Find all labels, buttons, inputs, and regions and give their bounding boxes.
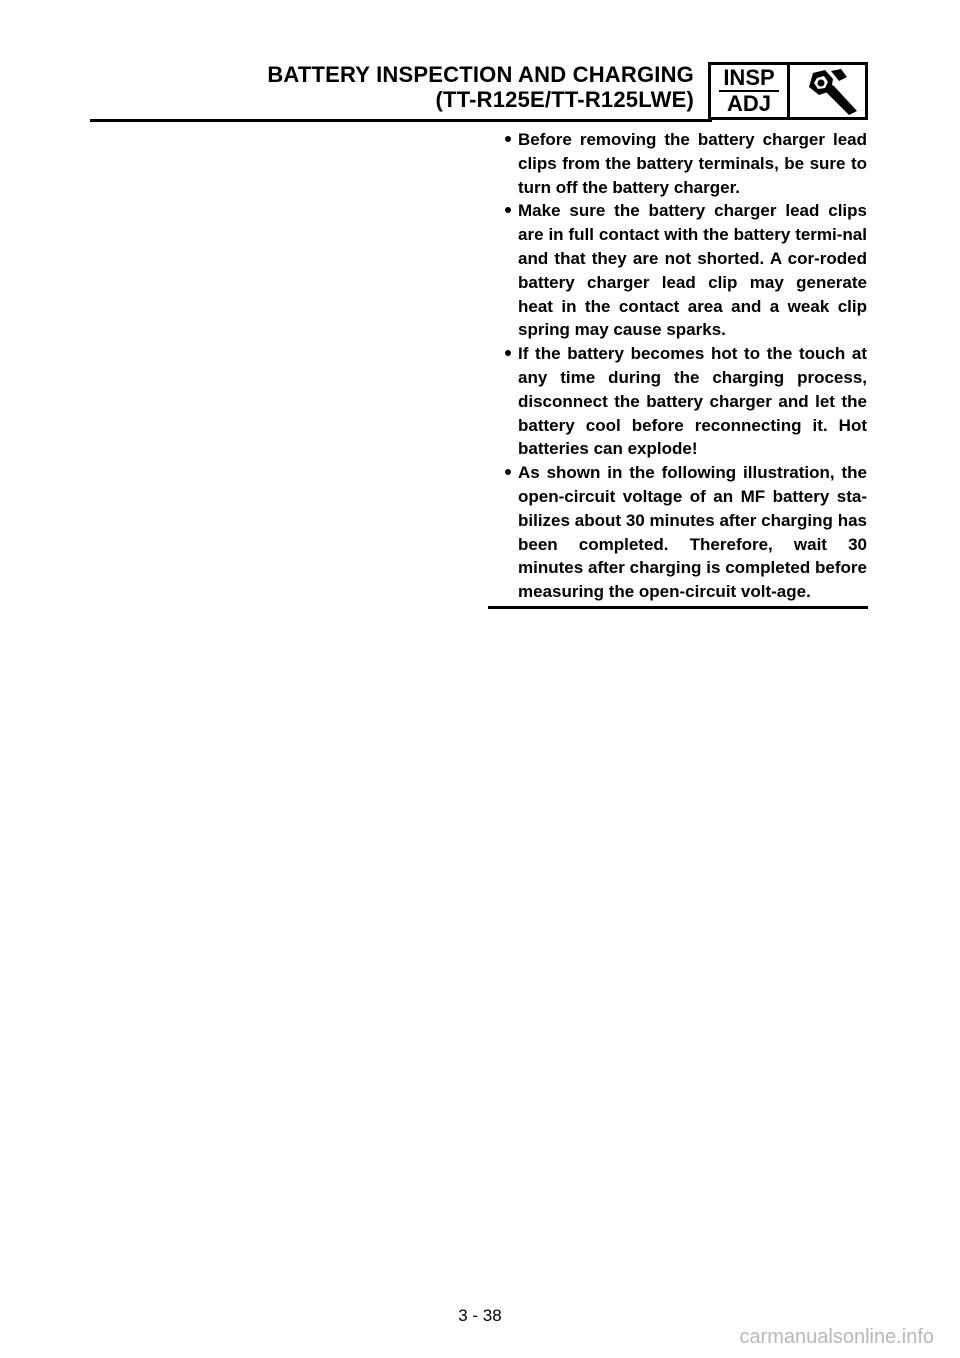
notes-list [497, 128, 867, 604]
note-text: If the battery becomes hot to the touch at any time during the charging process, disconnect the battery charger and let the battery cool before reconnecting it. Hot batteries can explode! [518, 344, 867, 459]
wrench-nut-icon [790, 65, 865, 117]
list-item [497, 461, 867, 604]
title-line-1: BATTERY INSPECTION AND CHARGING [267, 62, 694, 87]
list-item [497, 128, 867, 199]
note-text: Before removing the battery charger lead clips from the battery terminals, be sure to turn off the battery charger. [518, 130, 867, 197]
bullet-icon [505, 207, 511, 213]
badge-top-text: INSP [719, 66, 778, 92]
page-number: 3 - 38 [458, 1306, 502, 1325]
watermark: carmanualsonline.info [739, 1326, 934, 1348]
list-item [497, 199, 867, 342]
note-text: As shown in the following illustration, the open-circuit voltage of an MF battery sta-bilizes about 30 minutes after charging has been completed. Therefore, wait 30 minutes after charging is completed before measuring the open-circuit volt-age. [518, 463, 867, 602]
section-badge [708, 62, 868, 120]
notes-end-rule [488, 606, 868, 609]
bullet-icon [505, 469, 511, 475]
bullet-icon [505, 350, 511, 356]
note-text: Make sure the battery charger lead clips are in full contact with the battery termi-nal and that they are not shorted. A cor-roded battery charger lead clip may generate heat in the contact area and a weak clip spring may cause sparks. [518, 201, 867, 340]
badge-label [711, 65, 790, 117]
page-title [267, 62, 694, 112]
bullet-icon [505, 136, 511, 142]
title-line-2: (TT-R125E/TT-R125LWE) [435, 87, 694, 112]
list-item [497, 342, 867, 461]
badge-bottom-text: ADJ [726, 91, 771, 116]
header-rule [90, 119, 712, 122]
